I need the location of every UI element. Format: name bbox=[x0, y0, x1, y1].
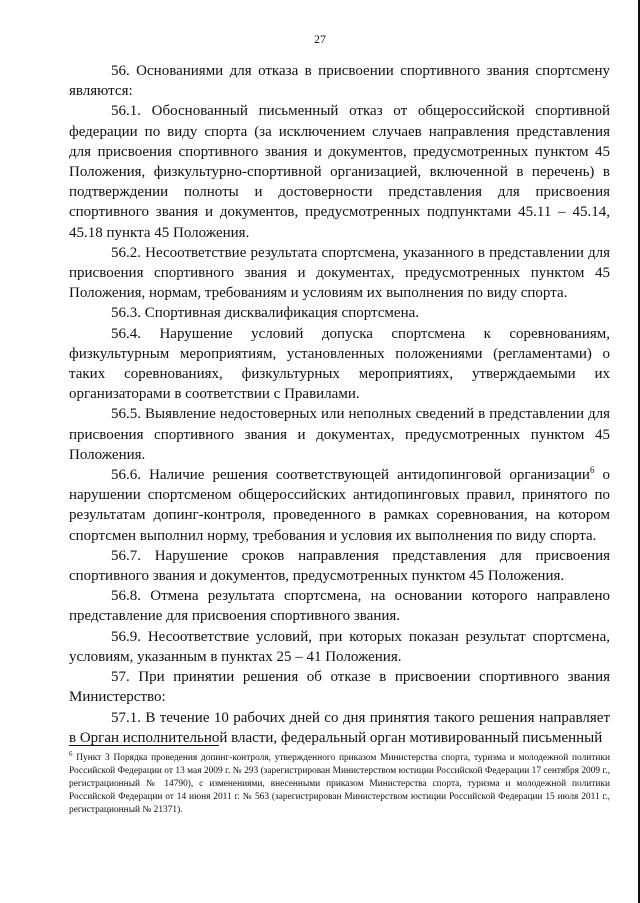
paragraph-56-2: 56.2. Несоответствие результата спортсмена, указанного в представлении для присвоения спортивного звания и документах, предусмотренных пунктом 45 Положения, нормам, требованиям и условиям их выполнения по виду спорта. bbox=[69, 244, 610, 302]
paragraph-56-3: 56.3. Спортивная дисквалификация спортсмена. bbox=[111, 305, 420, 322]
footnote-divider bbox=[69, 745, 219, 746]
paragraph-57-1: 57.1. В течение 10 рабочих дней со дня принятия такого решения направляет в Орган исполнительной власти, федеральный орган мотивированный письменный bbox=[69, 709, 610, 746]
paragraph-56: 56. Основаниями для отказа в присвоении спортивного звания спортсмену являются: bbox=[69, 63, 610, 100]
paragraph-56-4: 56.4. Нарушение условий допуска спортсмена к соревнованиям, физкультурным мероприятиям, установленных положениями (регламентами) о таких соревнованиях, физкультурных мероприятиях, утверждаемыми их организаторами в соответствии с Правилами. bbox=[69, 325, 610, 403]
footnote bbox=[69, 749, 610, 817]
document-body bbox=[69, 61, 610, 748]
footnote-reference: 6 bbox=[589, 465, 595, 476]
paragraph-56-1: 56.1. Обоснованный письменный отказ от общероссийской спортивной федерации по виду спорта (за исключением случаев направления представления для присвоения спортивного звания и документов, предусмотренных пунктом 45 Положения, физкультурно-спортивной организацией, включенной в перечень) в подтверждении полноты и достоверности представления для присвоения спортивного звания и документов, предусмотренных подпунктами 45.11 – 45.14, 45.18 пункта 45 Положения. bbox=[69, 103, 610, 241]
paragraph-56-6 bbox=[69, 465, 610, 546]
paragraph-56-6-lead: 56.6. Наличие решения соответствующей антидопинговой организации bbox=[111, 467, 590, 484]
page-number: 27 bbox=[314, 32, 326, 46]
paragraph-56-8: 56.8. Отмена результата спортсмена, на основании которого направлено представление для присвоения спортивного звания. bbox=[69, 588, 610, 625]
paragraph-56-9: 56.9. Несоответствие условий, при которых показан результат спортсмена, условиям, указанным в пунктах 25 – 41 Положения. bbox=[69, 628, 610, 665]
paragraph-57: 57. При принятии решения об отказе в присвоении спортивного звания Министерство: bbox=[69, 669, 610, 706]
paragraph-56-5: 56.5. Выявление недостоверных или неполных сведений в представлении для присвоения спортивного звания и документах, предусмотренных пунктом 45 Положения. bbox=[69, 406, 610, 463]
footnote-mark: 6 bbox=[69, 749, 73, 758]
paragraph-56-6-rest: о нарушении спортсменом общероссийских антидопинговых правил, принятого по результатам допинг-контроля, проведенного в рамках соревнования, на котором спортсмен выполнил норму, требования и условия их выполнения по виду спорта. bbox=[69, 467, 610, 544]
footnote-text: Пункт 3 Порядка проведения допинг-контроля, утвержденного приказом Министерства спорта, туризма и молодежной политики Российской Федерации от 13 мая 2009 г. № 293 (зарегистрирован Министерством юстиции Российской Федерации 17 сентября 2009 г., регистрационный № 14790), с изменениями, внесенными приказом Министерства спорта, туризма и молодежной политики Российской Федерации от 14 июня 2011 г. № 563 (зарегистрирован Министерством юстиции Российской Федерации 15 июля 2011 г., регистрационный № 21371). bbox=[69, 753, 610, 815]
paragraph-56-7: 56.7. Нарушение сроков направления представления для присвоения спортивного звания и документов, предусмотренных пунктом 45 Положения. bbox=[69, 547, 610, 585]
